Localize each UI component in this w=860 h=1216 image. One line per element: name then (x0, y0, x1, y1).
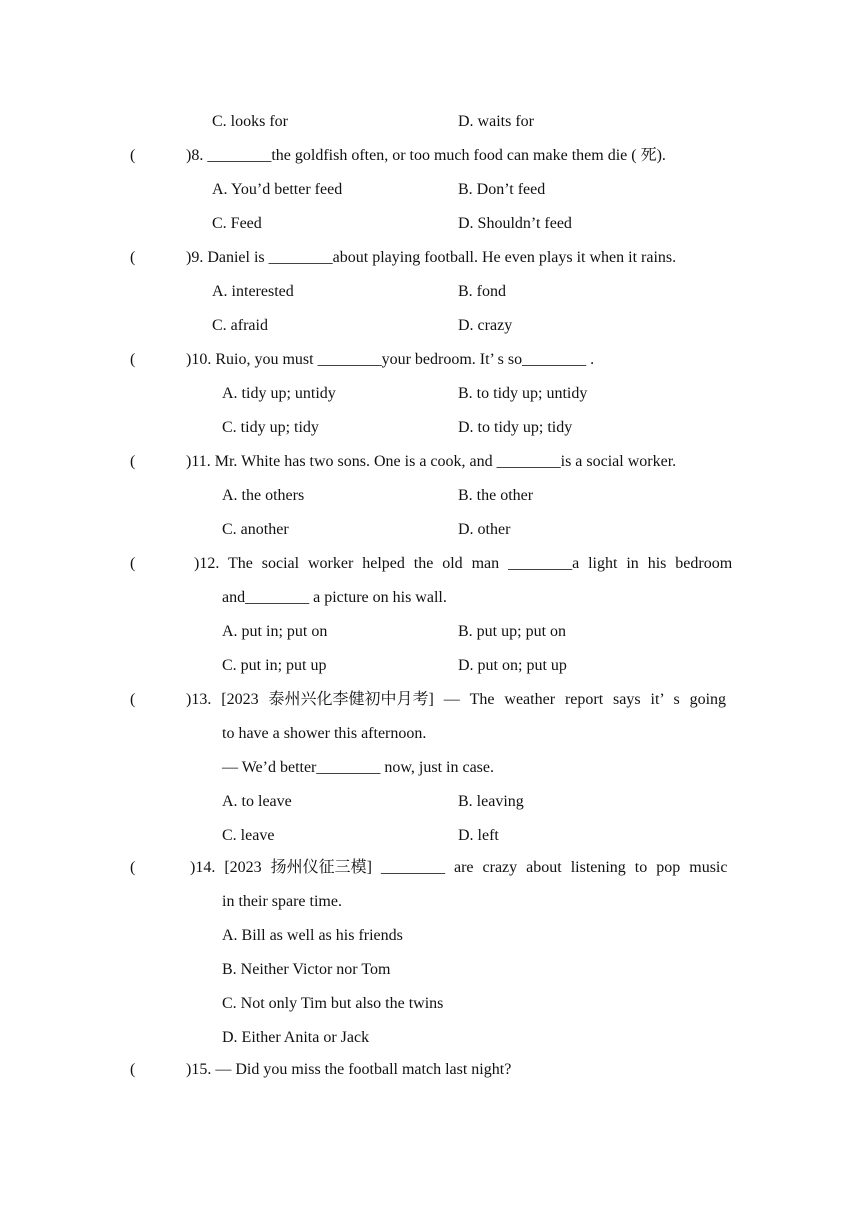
q9-option-d: D. crazy (458, 317, 513, 334)
q9-option-a: A. interested (212, 283, 294, 300)
q8-answer-paren: ( (130, 147, 136, 164)
q7-option-d: D. waits for (458, 113, 534, 130)
q12-stem-line2: and________ a picture on his wall. (222, 589, 447, 606)
q15-stem: )15. — Did you miss the football match last night? (186, 1061, 512, 1078)
q7-option-c: C. looks for (212, 113, 288, 130)
q9-option-b: B. fond (458, 283, 506, 300)
q14-stem-line1: )14. [2023 扬州仪征三模] ________ are crazy about listening to pop music (190, 859, 728, 876)
q8-option-d: D. Shouldn’t feed (458, 215, 572, 232)
q10-answer-paren: ( (130, 351, 136, 368)
q14-option-a: A. Bill as well as his friends (222, 927, 403, 944)
q9-answer-paren: ( (130, 249, 136, 266)
q12-stem-line1: )12. The social worker helped the old man ________a light in his bedroom (194, 555, 733, 572)
q13-option-c: C. leave (222, 827, 275, 844)
q11-stem: )11. Mr. White has two sons. One is a cook, and ________is a social worker. (186, 453, 677, 470)
q9-stem: )9. Daniel is ________about playing football. He even plays it when it rains. (186, 249, 677, 266)
q12-answer-paren: ( (130, 555, 136, 572)
q13-stem-line1: )13. [2023 泰州兴化李健初中月考] — The weather report says it’ s going (186, 691, 727, 708)
q15-answer-paren: ( (130, 1061, 136, 1078)
q11-option-a: A. the others (222, 487, 305, 504)
q13-stem-line2: to have a shower this afternoon. (222, 725, 427, 742)
q10-stem: )10. Ruio, you must ________your bedroom. It’ s so________ . (186, 351, 595, 368)
q11-answer-paren: ( (130, 453, 136, 470)
q14-answer-paren: ( (130, 859, 136, 876)
q12-option-a: A. put in; put on (222, 623, 328, 640)
q14-option-b: B. Neither Victor nor Tom (222, 961, 391, 978)
q12-option-c: C. put in; put up (222, 657, 327, 674)
q10-option-c: C. tidy up; tidy (222, 419, 319, 436)
q10-option-b: B. to tidy up; untidy (458, 385, 588, 402)
q10-option-a: A. tidy up; untidy (222, 385, 336, 402)
q13-option-a: A. to leave (222, 793, 292, 810)
q14-stem-line2: in their spare time. (222, 893, 342, 910)
q12-option-d: D. put on; put up (458, 657, 567, 674)
q8-option-b: B. Don’t feed (458, 181, 546, 198)
q8-option-c: C. Feed (212, 215, 262, 232)
q9-option-c: C. afraid (212, 317, 268, 334)
q11-option-d: D. other (458, 521, 511, 538)
q13-answer-paren: ( (130, 691, 136, 708)
q13-option-b: B. leaving (458, 793, 524, 810)
q11-option-c: C. another (222, 521, 289, 538)
q12-option-b: B. put up; put on (458, 623, 567, 640)
q14-option-d: D. Either Anita or Jack (222, 1029, 370, 1046)
q13-stem-line3: — We’d better________ now, just in case. (222, 759, 494, 776)
q13-option-d: D. left (458, 827, 499, 844)
q8-option-a: A. You’d better feed (212, 181, 343, 198)
q11-option-b: B. the other (458, 487, 534, 504)
q10-option-d: D. to tidy up; tidy (458, 419, 573, 436)
q8-stem: )8. ________the goldfish often, or too much food can make them die ( 死). (186, 147, 666, 164)
q14-option-c: C. Not only Tim but also the twins (222, 995, 444, 1012)
